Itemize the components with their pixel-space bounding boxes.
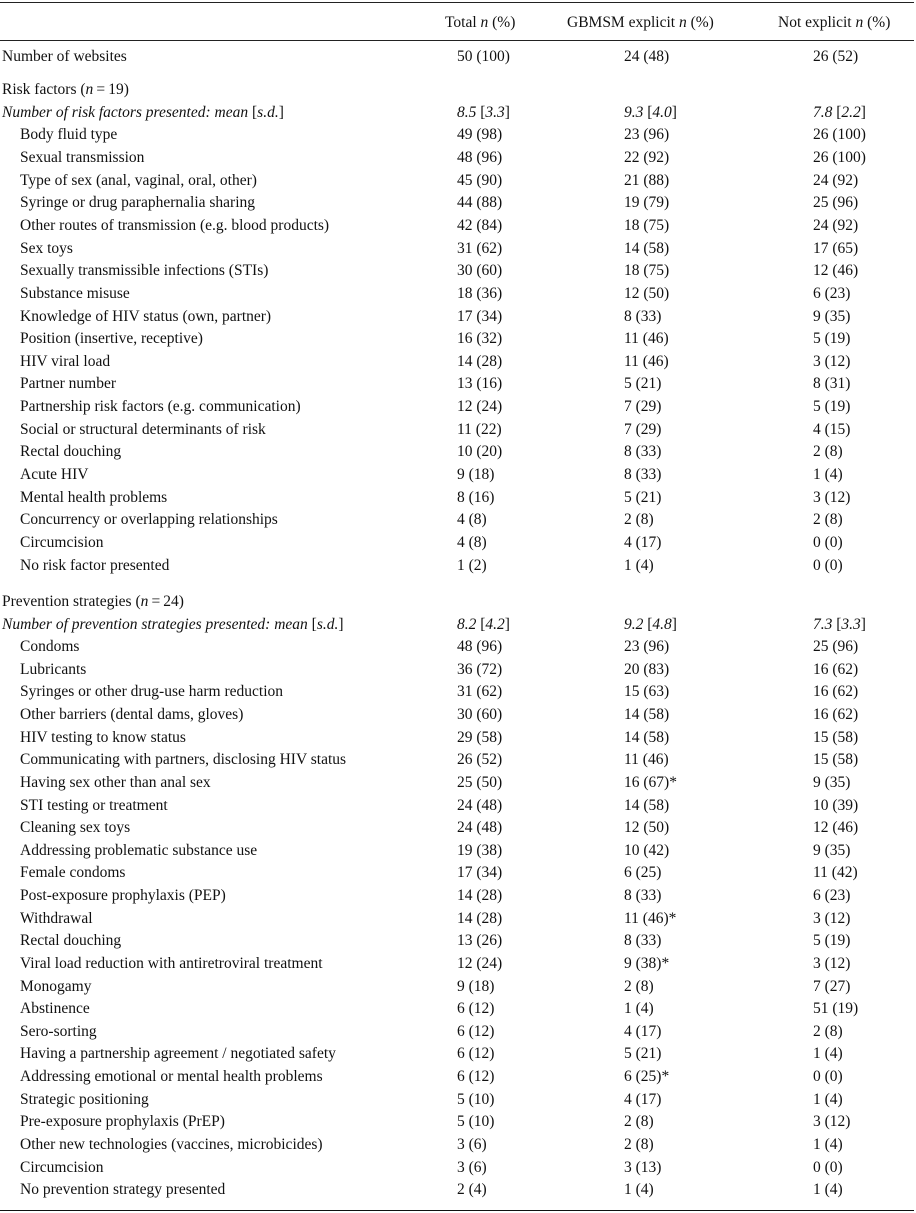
cell-gbmsm-explicit: 7 (29)	[624, 398, 662, 416]
table-row	[0, 260, 916, 283]
table-row	[0, 419, 916, 442]
cell-not-explicit: 9 (35)	[813, 841, 851, 859]
row-label: Pre-exposure prophylaxis (PrEP)	[20, 1113, 225, 1131]
table-row	[0, 614, 916, 637]
cell-gbmsm-explicit: 14 (58)	[624, 239, 670, 257]
cell-total: 8.2 [4.2]	[457, 615, 510, 633]
cell-gbmsm-explicit: 2 (8)	[624, 977, 654, 995]
table-row	[0, 1179, 916, 1202]
cell-not-explicit: 26 (100)	[813, 148, 866, 166]
row-label: HIV viral load	[20, 352, 111, 370]
cell-gbmsm-explicit: 18 (75)	[624, 262, 670, 280]
cell-not-explicit: 3 (12)	[813, 1113, 851, 1131]
cell-not-explicit: 9 (35)	[813, 307, 851, 325]
table-row	[0, 749, 916, 772]
table-row	[0, 464, 916, 487]
cell-gbmsm-explicit: 12 (50)	[624, 819, 670, 837]
cell-total: 12 (24)	[457, 398, 503, 416]
cell-gbmsm-explicit: 5 (21)	[624, 1045, 662, 1063]
table-row	[0, 192, 916, 215]
row-label: Number of prevention strategies presented: mean [s.d.]	[2, 615, 344, 633]
cell-total: 6 (12)	[457, 1045, 495, 1063]
cell-not-explicit: 3 (12)	[813, 909, 851, 927]
row-label: Rectal douching	[20, 932, 122, 950]
cell-not-explicit: 5 (19)	[813, 932, 851, 950]
cell-not-explicit: 51 (19)	[813, 1000, 859, 1018]
cell-total: 3 (6)	[457, 1135, 487, 1153]
cell-gbmsm-explicit: 24 (48)	[624, 48, 670, 65]
cell-not-explicit: 3 (12)	[813, 352, 851, 370]
table-row	[0, 998, 916, 1021]
cell-gbmsm-explicit: 4 (17)	[624, 1090, 662, 1108]
row-label: HIV testing to know status	[20, 728, 186, 746]
cell-not-explicit: 16 (62)	[813, 660, 859, 678]
cell-gbmsm-explicit: 5 (21)	[624, 375, 662, 393]
row-label: No risk factor presented	[20, 556, 170, 574]
cell-total: 9 (18)	[457, 466, 495, 484]
cell-gbmsm-explicit: 14 (58)	[624, 706, 670, 724]
cell-not-explicit: 5 (19)	[813, 398, 851, 416]
cell-total: 19 (38)	[457, 841, 503, 859]
cell-total: 6 (12)	[457, 1068, 495, 1086]
cell-gbmsm-explicit: 15 (63)	[624, 683, 670, 701]
cell-gbmsm-explicit: 2 (8)	[624, 1135, 654, 1153]
cell-not-explicit: 15 (58)	[813, 751, 859, 769]
table-row	[0, 124, 916, 147]
row-label: Acute HIV	[20, 466, 89, 484]
cell-gbmsm-explicit: 11 (46)	[624, 751, 669, 769]
cell-total: 18 (36)	[457, 284, 503, 302]
row-label: Cleaning sex toys	[20, 819, 131, 837]
table-row	[0, 283, 916, 306]
row-label: Having sex other than anal sex	[20, 773, 211, 791]
table-row	[0, 1021, 916, 1044]
cell-total: 13 (16)	[457, 375, 503, 393]
cell-total: 13 (26)	[457, 932, 503, 950]
cell-not-explicit: 16 (62)	[813, 706, 859, 724]
row-label: Withdrawal	[20, 909, 93, 927]
row-label: STI testing or treatment	[20, 796, 168, 814]
row-label: Having a partnership agreement / negotiated safety	[20, 1045, 336, 1063]
row-label: Post-exposure prophylaxis (PEP)	[20, 887, 226, 905]
table-row	[0, 976, 916, 999]
header-bottom-rule	[0, 40, 914, 41]
table-row	[0, 953, 916, 976]
cell-total: 45 (90)	[457, 171, 503, 189]
row-label: Circumcision	[20, 1158, 104, 1176]
row-label: Concurrency or overlapping relationships	[20, 511, 278, 529]
cell-gbmsm-explicit: 7 (29)	[624, 420, 662, 438]
cell-not-explicit: 12 (46)	[813, 819, 859, 837]
table-row	[0, 862, 916, 885]
cell-total: 49 (98)	[457, 126, 503, 144]
cell-total: 8 (16)	[457, 488, 495, 506]
cell-total: 3 (6)	[457, 1158, 487, 1176]
table-row	[0, 79, 916, 102]
cell-not-explicit: 1 (4)	[813, 466, 843, 484]
cell-gbmsm-explicit: 22 (92)	[624, 148, 670, 166]
table-row	[0, 441, 916, 464]
row-label: Strategic positioning	[20, 1090, 149, 1108]
cell-gbmsm-explicit: 12 (50)	[624, 284, 670, 302]
row-label: Abstinence	[20, 1000, 90, 1018]
cell-not-explicit: 12 (46)	[813, 262, 859, 280]
table-row	[0, 1134, 916, 1157]
row-label: Position (insertive, receptive)	[20, 330, 203, 348]
cell-total: 48 (96)	[457, 638, 503, 656]
cell-total: 6 (12)	[457, 1000, 495, 1018]
cell-total: 11 (22)	[457, 420, 502, 438]
table-row	[0, 532, 916, 555]
cell-gbmsm-explicit: 9.3 [4.0]	[624, 103, 677, 121]
row-label: Syringes or other drug-use harm reduction	[20, 683, 284, 701]
cell-not-explicit: 25 (96)	[813, 194, 859, 212]
table-row	[0, 306, 916, 329]
cell-not-explicit: 0 (0)	[813, 534, 843, 551]
row-label: Sexually transmissible infections (STIs)	[20, 262, 269, 280]
header-gbmsm-explicit: GBMSM explicit n (%)	[567, 14, 714, 31]
cell-gbmsm-explicit: 23 (96)	[624, 126, 670, 144]
cell-gbmsm-explicit: 6 (25)	[624, 864, 662, 882]
table-top-rule	[0, 2, 914, 3]
cell-total: 10 (20)	[457, 443, 503, 461]
cell-gbmsm-explicit: 14 (58)	[624, 728, 670, 746]
cell-not-explicit: 2 (8)	[813, 1022, 843, 1040]
cell-total: 30 (60)	[457, 706, 503, 724]
row-label: Other new technologies (vaccines, microbicides)	[20, 1135, 323, 1153]
cell-not-explicit: 17 (65)	[813, 239, 859, 257]
cell-not-explicit: 7 (27)	[813, 977, 851, 995]
row-label: Sex toys	[20, 239, 73, 257]
cell-gbmsm-explicit: 5 (21)	[624, 488, 662, 506]
cell-total: 50 (100)	[457, 48, 510, 65]
cell-total: 9 (18)	[457, 977, 495, 995]
cell-gbmsm-explicit: 1 (4)	[624, 556, 654, 574]
cell-gbmsm-explicit: 4 (17)	[624, 1022, 662, 1040]
row-label: Partner number	[20, 375, 116, 393]
row-label: Mental health problems	[20, 488, 168, 506]
cell-total: 42 (84)	[457, 216, 503, 234]
cell-not-explicit: 24 (92)	[813, 216, 859, 234]
table-bottom-rule	[0, 1210, 914, 1211]
cell-not-explicit: 6 (23)	[813, 887, 851, 905]
table-row	[0, 1043, 916, 1066]
row-label: Sexual transmission	[20, 148, 145, 166]
row-label: Risk factors (n = 19)	[2, 81, 129, 98]
table-row	[0, 817, 916, 840]
cell-not-explicit: 1 (4)	[813, 1045, 843, 1063]
cell-total: 25 (50)	[457, 773, 503, 791]
cell-total: 17 (34)	[457, 307, 503, 325]
row-label: No prevention strategy presented	[20, 1181, 226, 1199]
cell-not-explicit: 7.3 [3.3]	[813, 615, 866, 633]
cell-not-explicit: 2 (8)	[813, 443, 843, 461]
table-row	[0, 772, 916, 795]
cell-total: 1 (2)	[457, 556, 487, 574]
row-label: Female condoms	[20, 864, 126, 882]
table-row	[0, 908, 916, 931]
cell-total: 2 (4)	[457, 1181, 487, 1199]
cell-gbmsm-explicit: 16 (67)*	[624, 773, 677, 791]
cell-not-explicit: 11 (42)	[813, 864, 858, 882]
cell-not-explicit: 26 (52)	[813, 48, 859, 65]
cell-not-explicit: 2 (8)	[813, 511, 843, 529]
table-row	[0, 1089, 916, 1112]
cell-not-explicit: 5 (19)	[813, 330, 851, 348]
cell-total: 14 (28)	[457, 352, 503, 370]
row-label: Addressing emotional or mental health problems	[20, 1068, 323, 1086]
cell-not-explicit: 0 (0)	[813, 1158, 843, 1176]
table-row	[0, 147, 916, 170]
cell-total: 12 (24)	[457, 954, 503, 972]
cell-not-explicit: 1 (4)	[813, 1135, 843, 1153]
table-row	[0, 659, 916, 682]
cell-total: 8.5 [3.3]	[457, 103, 510, 121]
cell-gbmsm-explicit: 19 (79)	[624, 194, 670, 212]
row-label: Body fluid type	[20, 126, 118, 144]
cell-gbmsm-explicit: 2 (8)	[624, 511, 654, 529]
cell-gbmsm-explicit: 9.2 [4.8]	[624, 615, 677, 633]
row-label: Knowledge of HIV status (own, partner)	[20, 307, 272, 325]
header-not-explicit: Not explicit n (%)	[778, 14, 891, 31]
cell-total: 48 (96)	[457, 148, 503, 166]
cell-not-explicit: 9 (35)	[813, 773, 851, 791]
cell-total: 24 (48)	[457, 796, 503, 814]
cell-not-explicit: 0 (0)	[813, 1068, 843, 1086]
cell-not-explicit: 16 (62)	[813, 683, 859, 701]
cell-not-explicit: 24 (92)	[813, 171, 859, 189]
cell-gbmsm-explicit: 10 (42)	[624, 841, 670, 859]
cell-gbmsm-explicit: 8 (33)	[624, 307, 662, 325]
table-row	[0, 170, 916, 193]
cell-total: 44 (88)	[457, 194, 503, 212]
row-label: Number of risk factors presented: mean [s.d.]	[2, 103, 284, 121]
cell-not-explicit: 1 (4)	[813, 1181, 843, 1199]
row-label: Syringe or drug paraphernalia sharing	[20, 194, 256, 212]
row-label: Prevention strategies (n = 24)	[2, 593, 184, 610]
cell-not-explicit: 10 (39)	[813, 796, 859, 814]
cell-gbmsm-explicit: 14 (58)	[624, 796, 670, 814]
row-label: Other barriers (dental dams, gloves)	[20, 706, 244, 724]
table-row	[0, 238, 916, 261]
cell-gbmsm-explicit: 4 (17)	[624, 534, 662, 551]
cell-total: 5 (10)	[457, 1113, 495, 1131]
cell-total: 29 (58)	[457, 728, 503, 746]
cell-not-explicit: 7.8 [2.2]	[813, 103, 866, 121]
row-label: Viral load reduction with antiretroviral treatment	[20, 954, 323, 972]
cell-gbmsm-explicit: 2 (8)	[624, 1113, 654, 1131]
row-label: Partnership risk factors (e.g. communication)	[20, 398, 301, 416]
cell-total: 5 (10)	[457, 1090, 495, 1108]
row-label: Number of websites	[2, 48, 127, 65]
cell-not-explicit: 6 (23)	[813, 284, 851, 302]
row-label: Substance misuse	[20, 284, 130, 302]
cell-total: 26 (52)	[457, 751, 503, 769]
cell-total: 16 (32)	[457, 330, 503, 348]
cell-total: 4 (8)	[457, 511, 487, 529]
row-label: Rectal douching	[20, 443, 122, 461]
cell-gbmsm-explicit: 8 (33)	[624, 887, 662, 905]
table-row	[0, 487, 916, 510]
row-label: Sero-sorting	[20, 1022, 97, 1040]
table-row	[0, 885, 916, 908]
cell-gbmsm-explicit: 6 (25)*	[624, 1068, 670, 1086]
cell-total: 31 (62)	[457, 239, 503, 257]
cell-not-explicit: 25 (96)	[813, 638, 859, 656]
cell-not-explicit: 15 (58)	[813, 728, 859, 746]
table-row	[0, 328, 916, 351]
table-row	[0, 1066, 916, 1089]
cell-not-explicit: 26 (100)	[813, 126, 866, 144]
cell-total: 36 (72)	[457, 660, 503, 678]
table-row	[0, 727, 916, 750]
table-row	[0, 1157, 916, 1180]
table-row	[0, 46, 916, 69]
header-total: Total n (%)	[445, 14, 516, 31]
cell-not-explicit: 8 (31)	[813, 375, 851, 393]
cell-gbmsm-explicit: 21 (88)	[624, 171, 670, 189]
cell-not-explicit: 4 (15)	[813, 420, 851, 438]
cell-gbmsm-explicit: 1 (4)	[624, 1181, 654, 1199]
row-label: Other routes of transmission (e.g. blood products)	[20, 216, 330, 234]
row-label: Circumcision	[20, 534, 104, 551]
row-label: Communicating with partners, disclosing HIV status	[20, 751, 347, 769]
table-row	[0, 840, 916, 863]
cell-total: 6 (12)	[457, 1022, 495, 1040]
table-row	[0, 373, 916, 396]
cell-gbmsm-explicit: 11 (46)	[624, 352, 669, 370]
cell-total: 31 (62)	[457, 683, 503, 701]
cell-not-explicit: 1 (4)	[813, 1090, 843, 1108]
table-row	[0, 704, 916, 727]
cell-gbmsm-explicit: 11 (46)	[624, 330, 669, 348]
table-row	[0, 636, 916, 659]
table-row	[0, 351, 916, 374]
row-label: Monogamy	[20, 977, 92, 995]
row-label: Condoms	[20, 638, 80, 656]
table-row	[0, 102, 916, 125]
cell-gbmsm-explicit: 11 (46)*	[624, 909, 677, 927]
cell-total: 17 (34)	[457, 864, 503, 882]
table-row	[0, 795, 916, 818]
cell-gbmsm-explicit: 1 (4)	[624, 1000, 654, 1018]
cell-gbmsm-explicit: 8 (33)	[624, 932, 662, 950]
table-row	[0, 396, 916, 419]
cell-gbmsm-explicit: 3 (13)	[624, 1158, 662, 1176]
table-row	[0, 930, 916, 953]
row-label: Lubricants	[20, 660, 87, 678]
table-row	[0, 1111, 916, 1134]
cell-total: 14 (28)	[457, 887, 503, 905]
table-row	[0, 215, 916, 238]
cell-gbmsm-explicit: 8 (33)	[624, 443, 662, 461]
cell-total: 4 (8)	[457, 534, 487, 551]
table-row	[0, 509, 916, 532]
row-label: Social or structural determinants of risk	[20, 420, 266, 438]
cell-gbmsm-explicit: 18 (75)	[624, 216, 670, 234]
cell-gbmsm-explicit: 23 (96)	[624, 638, 670, 656]
cell-total: 14 (28)	[457, 909, 503, 927]
cell-not-explicit: 3 (12)	[813, 488, 851, 506]
row-label: Addressing problematic substance use	[20, 841, 258, 859]
cell-total: 24 (48)	[457, 819, 503, 837]
cell-gbmsm-explicit: 9 (38)*	[624, 954, 670, 972]
cell-not-explicit: 3 (12)	[813, 954, 851, 972]
cell-total: 30 (60)	[457, 262, 503, 280]
table-row	[0, 591, 916, 614]
row-label: Type of sex (anal, vaginal, oral, other)	[20, 171, 257, 189]
cell-gbmsm-explicit: 8 (33)	[624, 466, 662, 484]
cell-not-explicit: 0 (0)	[813, 556, 843, 574]
table-row	[0, 681, 916, 704]
table-row	[0, 555, 916, 578]
cell-gbmsm-explicit: 20 (83)	[624, 660, 670, 678]
